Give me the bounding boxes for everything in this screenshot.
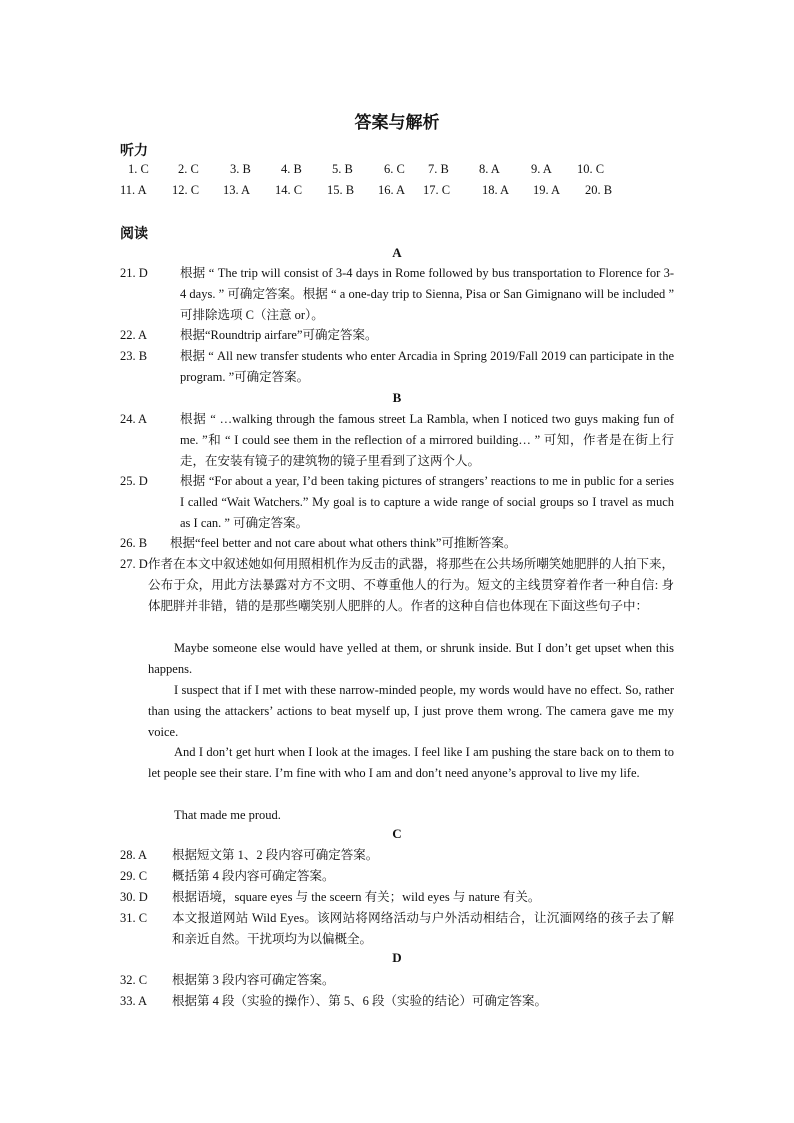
listening-heading: 听力 [120, 144, 148, 159]
question-number: 29. C [120, 869, 148, 883]
answer-item: 9. A [531, 162, 552, 176]
answer-explanation: 根据 “ …walking through the famous street La Rambla, when I noticed two guys making fun of me. ”和 “ I could see them in the reflection of a mirrored building… ” 可知，作者是在街上行走，在安装有镜子的建筑物的镜子里看到了这两个人。 [180, 412, 674, 468]
question-number: 24. A [120, 412, 148, 426]
passage-label-b: B [392, 390, 402, 405]
question-number: 23. B [120, 349, 148, 363]
answer-item: 10. C [577, 162, 605, 176]
reading-heading: 阅读 [120, 227, 148, 242]
quoted-paragraph-4: That made me proud. [174, 808, 281, 822]
answer-item: 12. C [172, 183, 200, 197]
answer-24 [120, 409, 674, 472]
answer-explanation: 根据语境，square eyes 与 the sceern 有关；wild eyes 与 nature 有关。 [172, 890, 541, 904]
answer-item: 13. A [223, 183, 251, 197]
answer-explanation: 概括第 4 段内容可确定答案。 [172, 869, 335, 883]
passage-label-d: D [392, 950, 402, 965]
answer-30 [120, 887, 674, 908]
answer-26 [120, 533, 674, 554]
answer-explanation: 根据短文第 1、2 段内容可确定答案。 [172, 848, 379, 862]
answer-explanation: 根据第 4 段（实验的操作）、第 5、6 段（实验的结论）可确定答案。 [172, 994, 548, 1008]
answer-31 [120, 908, 674, 950]
answer-22 [120, 325, 674, 346]
question-number: 31. C [120, 911, 148, 925]
answer-item: 5. B [332, 162, 353, 176]
answer-explanation: 根据 “For about a year, I’d been taking pictures of strangers’ reactions to me in public for a series I called “Wait Watchers.” My goal is to capture a wide range of social groups so I travel as much as I can. ” 可确定答案。 [180, 474, 674, 530]
answer-item: 7. B [428, 162, 449, 176]
answer-explanation: 本文报道网站 Wild Eyes。该网站将网络活动与户外活动相结合，让沉湎网络的孩子去了解和亲近自然。干扰项均为以偏概全。 [172, 911, 674, 946]
answer-item: 20. B [585, 183, 613, 197]
answer-item: 17. C [423, 183, 451, 197]
answer-explanation: 根据第 3 段内容可确定答案。 [172, 973, 335, 987]
answer-explanation: 根据 “ The trip will consist of 3-4 days in Rome followed by bus transportation to Florence for 3-4 days. ” 可确定答案。根据 “ a one-day trip to Sienna, Pisa or San Gimignano will be included ” 可排除选项 C（注意 or）。 [180, 266, 674, 322]
quoted-paragraph-2: I suspect that if I met with these narrow-minded people, my words would have no effect. So, rather than using the attackers’ actions to beat myself up, I just prove them wrong. The camera gave me my voice. [148, 683, 674, 739]
answer-29 [120, 866, 674, 887]
answer-23 [120, 346, 674, 388]
answer-item: 14. C [275, 183, 303, 197]
question-number: 33. A [120, 994, 148, 1008]
answer-item: 4. B [281, 162, 302, 176]
answer-item: 6. C [384, 162, 405, 176]
answer-27 [120, 554, 674, 617]
passage-label-c: C [392, 826, 402, 841]
answer-explanation: 根据“feel better and not care about what others think”可推断答案。 [170, 536, 517, 550]
answer-item: 11. A [120, 183, 147, 197]
answer-item: 1. C [128, 162, 149, 176]
quoted-paragraph-1: Maybe someone else would have yelled at them, or shrunk inside. But I don’t get upset when this happens. [148, 641, 674, 676]
question-number: 28. A [120, 848, 148, 862]
question-number: 32. C [120, 973, 148, 987]
answer-item: 19. A [533, 183, 561, 197]
question-number: 26. B [120, 536, 148, 550]
answer-item: 15. B [327, 183, 355, 197]
answer-item: 18. A [482, 183, 510, 197]
page-title: 答案与解析 [354, 113, 440, 132]
question-number: 25. D [120, 474, 148, 488]
answer-explanation: 根据“Roundtrip airfare”可确定答案。 [180, 328, 378, 342]
answer-25 [120, 471, 674, 534]
question-number: 21. D [120, 266, 148, 280]
passage-label-a: A [392, 245, 402, 260]
answer-explanation: 作者在本文中叙述她如何用照相机作为反击的武器，将那些在公共场所嘲笑她肥胖的人拍下来，公布于众，用此方法暴露对方不文明、不尊重他人的行为。短文的主线贯穿着作者一种自信: 身体肥胖并非错，错的是那些嘲笑别人肥胖的人。作者的这种自信也体现在下面这些句子中： [148, 557, 674, 613]
answer-item: 2. C [178, 162, 199, 176]
question-number: 30. D [120, 890, 148, 904]
question-number: 27. D [120, 557, 148, 571]
answer-explanation: 根据 “ All new transfer students who enter Arcadia in Spring 2019/Fall 2019 can participate in the program. ”可确定答案。 [180, 349, 674, 384]
quoted-paragraph-3: And I don’t get hurt when I look at the images. I feel like I am pushing the stare back on to them to let people see their stare. I’m fine with who I am and don’t need anyone’s approval to live my life. [148, 745, 674, 780]
answer-33 [120, 991, 674, 1012]
answer-item: 16. A [378, 183, 406, 197]
answer-28 [120, 845, 674, 866]
answer-21 [120, 263, 674, 326]
answer-item: 3. B [230, 162, 251, 176]
question-number: 22. A [120, 328, 148, 342]
answer-item: 8. A [479, 162, 500, 176]
answer-32 [120, 970, 674, 991]
